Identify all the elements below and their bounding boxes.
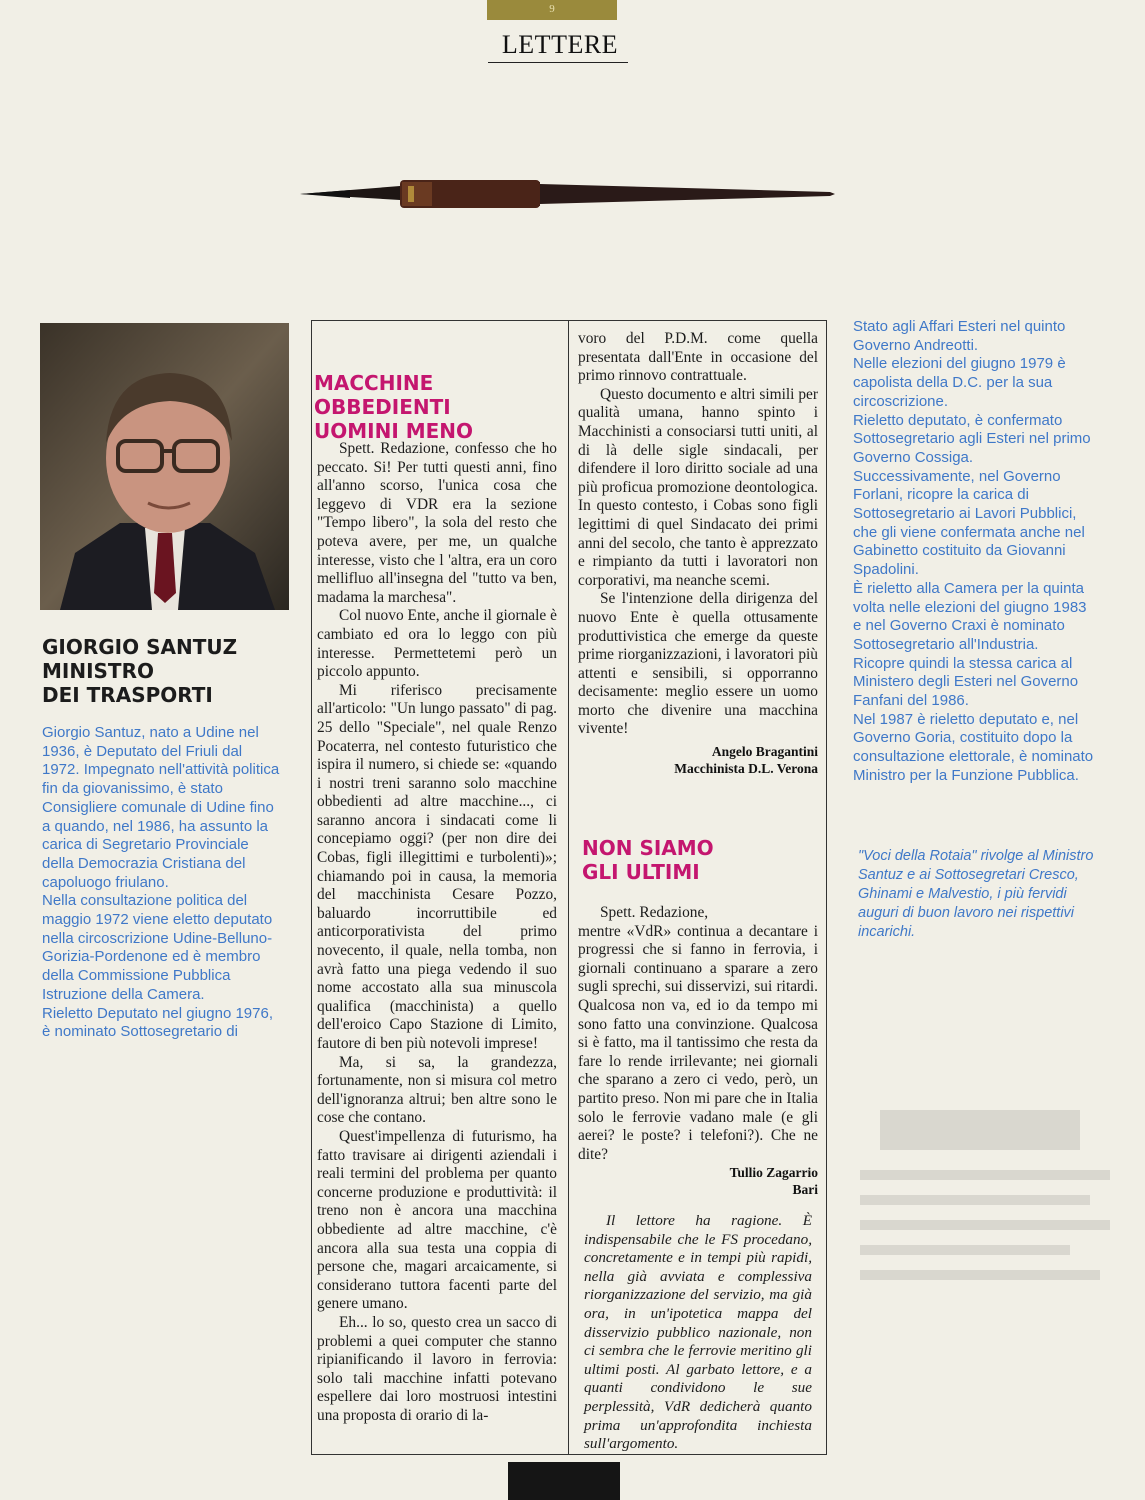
fountain-pen-illustration xyxy=(290,168,840,218)
letter-paragraph: Se l'intenzione della dirigenza del nuovo Ente è quella ottusamente produttivistica che emerge da queste prime riorganizzazioni, i lavoratori più attenti e sensibili, si opporranno decisamente: meglio essere un uomo morto che divenire una macchina vivente! xyxy=(578,590,818,738)
bio-paragraph: Nella consultazione politica del maggio 1972 viene eletto deputato nella circoscrizione Udine-Belluno-Gorizia-Pordenone ed è membro della Commissione Pubblica Istruzione della Camera. xyxy=(42,892,273,1003)
minister-name-line: MINISTRO xyxy=(42,659,154,683)
signature-line: Tullio Zagarrio xyxy=(729,1165,818,1181)
letter2-headline xyxy=(582,836,822,884)
bio-paragraph: Successivamente, nel Governo Forlani, ricopre la carica di Sottosegretario ai Lavori Pubblici, che gli viene confermata anche nel Gabinetto costituito da Giovanni Spadolini. xyxy=(853,467,1085,579)
letter1-signature xyxy=(578,743,818,777)
show-through-shadow xyxy=(860,1090,1130,1350)
headline-line: NON SIAMO xyxy=(582,836,714,860)
letter-paragraph: Eh... lo so, questo crea un sacco di problemi a quei computer che stanno ripianificando il lavoro in ferrovia: solo tali macchine infatti potevano espellere dai loro mostruosi intestini una proposta di orario di la- xyxy=(317,1313,557,1424)
greetings-caption: "Voci della Rotaia" rivolge al Ministro Santuz e ai Sottosegretari Cresco, Ghinami e Malvestio, i più fervidi auguri di buon lavoro nei rispettivi incarichi. xyxy=(858,848,1094,940)
signature-line: Macchinista D.L. Verona xyxy=(674,761,818,777)
letter1-column1 xyxy=(317,440,557,1425)
letter-paragraph: Mi riferisco precisamente all'articolo: "Un lungo passato" di pag. 25 dello "Speciale", nel quale Renzo Pocaterra, nel contesto futuristico che ispira il numero, si chiede se: «quando i nostri treni saranno solo macchine obbedienti ad altre macchine..., ci saranno ancora i sindacati come li concepiamo oggi? (per non dire dei Cobas, figli illegittimi e turbolenti)»; chiamando poi in causa, la memoria del macchinista Cesare Pozzo, baluardo incorruttibile ed anticorporativista del primo novecento, il quale, nella tomba, non avrà fatto una piega vedendo il suo nome accostato alla sua minuscola qualifica (macchinista) a quello dell'eroico Capo Stazione di Limito, fautore di ben più notevoli imprese! xyxy=(317,681,557,1052)
minister-name-heading xyxy=(42,635,292,707)
headline-line: UOMINI MENO xyxy=(314,419,474,443)
letters-column-divider xyxy=(568,320,569,1455)
editorial-reply xyxy=(584,1212,812,1454)
letter-paragraph: Questo documento e altri simili per qualità umana, hanno spinto i Macchinisti a consociarsi tutti uniti, al di là delle sigle sindacali, per difendere il loro diritto sociale ad una più proficua promozione deontologica. In questo contesto, i Cobas sono figli legittimi di quel Sindacato dei primi anni del secolo, che tanto è apprezzato e rimpianto da tutti i lavoratori non corporativi, ma neanche scemi. xyxy=(578,385,818,589)
letter2-signature xyxy=(578,1164,818,1198)
show-through-graphic xyxy=(860,1090,1130,1350)
letter-paragraph: Col nuovo Ente, anche il giornale è cambiato ed ora lo leggo con più interesse. Permettetemi però un piccolo appunto. xyxy=(317,607,557,681)
minister-bio-left xyxy=(42,724,280,1042)
headline-line: GLI ULTIMI xyxy=(582,860,700,884)
minister-portrait-photo xyxy=(40,323,289,610)
bio-paragraph: Ricopre quindi la stessa carica al Ministero degli Esteri nel Governo Fanfani del 1986. xyxy=(853,654,1079,710)
section-title: LETTERE xyxy=(501,30,619,59)
bio-paragraph: Stato agli Affari Esteri nel quinto Governo Andreotti. xyxy=(853,318,1066,354)
reply-paragraph: Il lettore ha ragione. È indispensabile che le FS procedano, concretamente e in tempi più rapidi, nella già avviata e complessiva riorganizzazione del servizio, ma già ora, in un'ipotetica mappa del disservizio pubblico nazionale, non ci sembra che le ferrovie meritino gli ultimi posti. Al garbato lettore, e a quanti condividono le sue perplessità, VdR dedicherà quanto prima un'approfondita inchiesta sull'argomento. xyxy=(584,1212,812,1453)
page-footer-bar xyxy=(508,1462,620,1500)
headline-line: OBBEDIENTI xyxy=(314,395,451,419)
minister-bio-right xyxy=(853,318,1098,786)
bio-paragraph: È rieletto alla Camera per la quinta volta nelle elezioni del giugno 1983 e nel Governo Craxi è nominato Sottosegretario all'Industria. xyxy=(853,579,1087,653)
bio-paragraph: Nelle elezioni del giugno 1979 è capolista della D.C. per la sua circoscrizione. xyxy=(853,355,1066,410)
bio-paragraph: Rieletto deputato, è confermato Sottosegretario agli Esteri nel primo Governo Cossiga. xyxy=(853,411,1091,466)
bio-paragraph: Rieletto Deputato nel giugno 1976, è nominato Sottosegretario di xyxy=(42,1004,274,1041)
letter1-headline xyxy=(314,371,554,443)
bio-paragraph: Nel 1987 è rieletto deputato e, nel Governo Goria, costituito dopo la consultazione elettorale, è nominato Ministro per la Funzione Pubblica. xyxy=(853,710,1094,784)
letter-salutation: Spett. Redazione, xyxy=(600,904,709,921)
signature-line: Angelo Bragantini xyxy=(711,744,818,760)
letter-paragraph: voro del P.D.M. come quella presentata dall'Ente in occasione del primo rinnovo contrattuale. xyxy=(578,330,818,385)
headline-line: MACCHINE xyxy=(314,371,434,395)
minister-name-line: DEI TRASPORTI xyxy=(42,683,213,707)
bio-paragraph: Giorgio Santuz, nato a Udine nel 1936, è Deputato del Friuli dal 1972. Impegnato nell'attività politica fin da giovanissimo, è stato Consigliere comunale di Udine fino a quando, nel 1986, ha assunto la carica di Segretario Provinciale della Democrazia Cristiana del capoluogo friulano. xyxy=(42,724,280,891)
letter-paragraph: Quest'impellenza di futurismo, ha fatto travisare ai dirigenti aziendali i reali termini del problema per quanto concerne produzione e produttività: il treno non è ancora una macchina obbediente ad altre macchine, c'è ancora alla sua testa una coppia di persone che, magari arcaicamente, si considerano tuttora facenti parte del genere umano. xyxy=(317,1127,557,1313)
signature-line: Bari xyxy=(792,1182,818,1198)
section-title-underline xyxy=(488,62,628,63)
letter1-column2 xyxy=(578,330,818,777)
page-number-tab: 9 xyxy=(487,0,617,20)
letter-paragraph: Ma, si sa, la grandezza, fortunamente, non si misura col metro dell'ignoranza altrui; ben altre sono le cose che contano. xyxy=(317,1053,557,1127)
letter-paragraph: Spett. Redazione, confesso che ho peccato. Si! Per tutti questi anni, fino all'anno scorso, l'unica cosa che leggevo di VDR era la sezione "Tempo libero", la sola del resto che poteva avere, per me, un qualche interesse, visto che l 'altra, era un coro mellifluo all'insegna del "tutto va ben, madama la marchesa". xyxy=(317,440,557,606)
minister-name-line: GIORGIO SANTUZ xyxy=(42,635,238,659)
letter2-body xyxy=(578,904,818,1198)
letter-paragraph: mentre «VdR» continua a decantare i progressi che si fanno in ferrovia, i giornali continuano a sparare a zero sugli sprechi, sui disservizi, sui ritardi. Qualcosa non va, ed io da tempo mi sono fatto una convinzione. Qualcosa si è fatto, ma il tantissimo che resta da fare lo rende irrilevante; nei giornali che sparano a zero ci vedo, però, un partito preso. Non mi pare che in Italia solo le ferrovie vadano male (e gli aerei? le poste? i telefoni?). Che ne dite? xyxy=(578,922,818,1163)
